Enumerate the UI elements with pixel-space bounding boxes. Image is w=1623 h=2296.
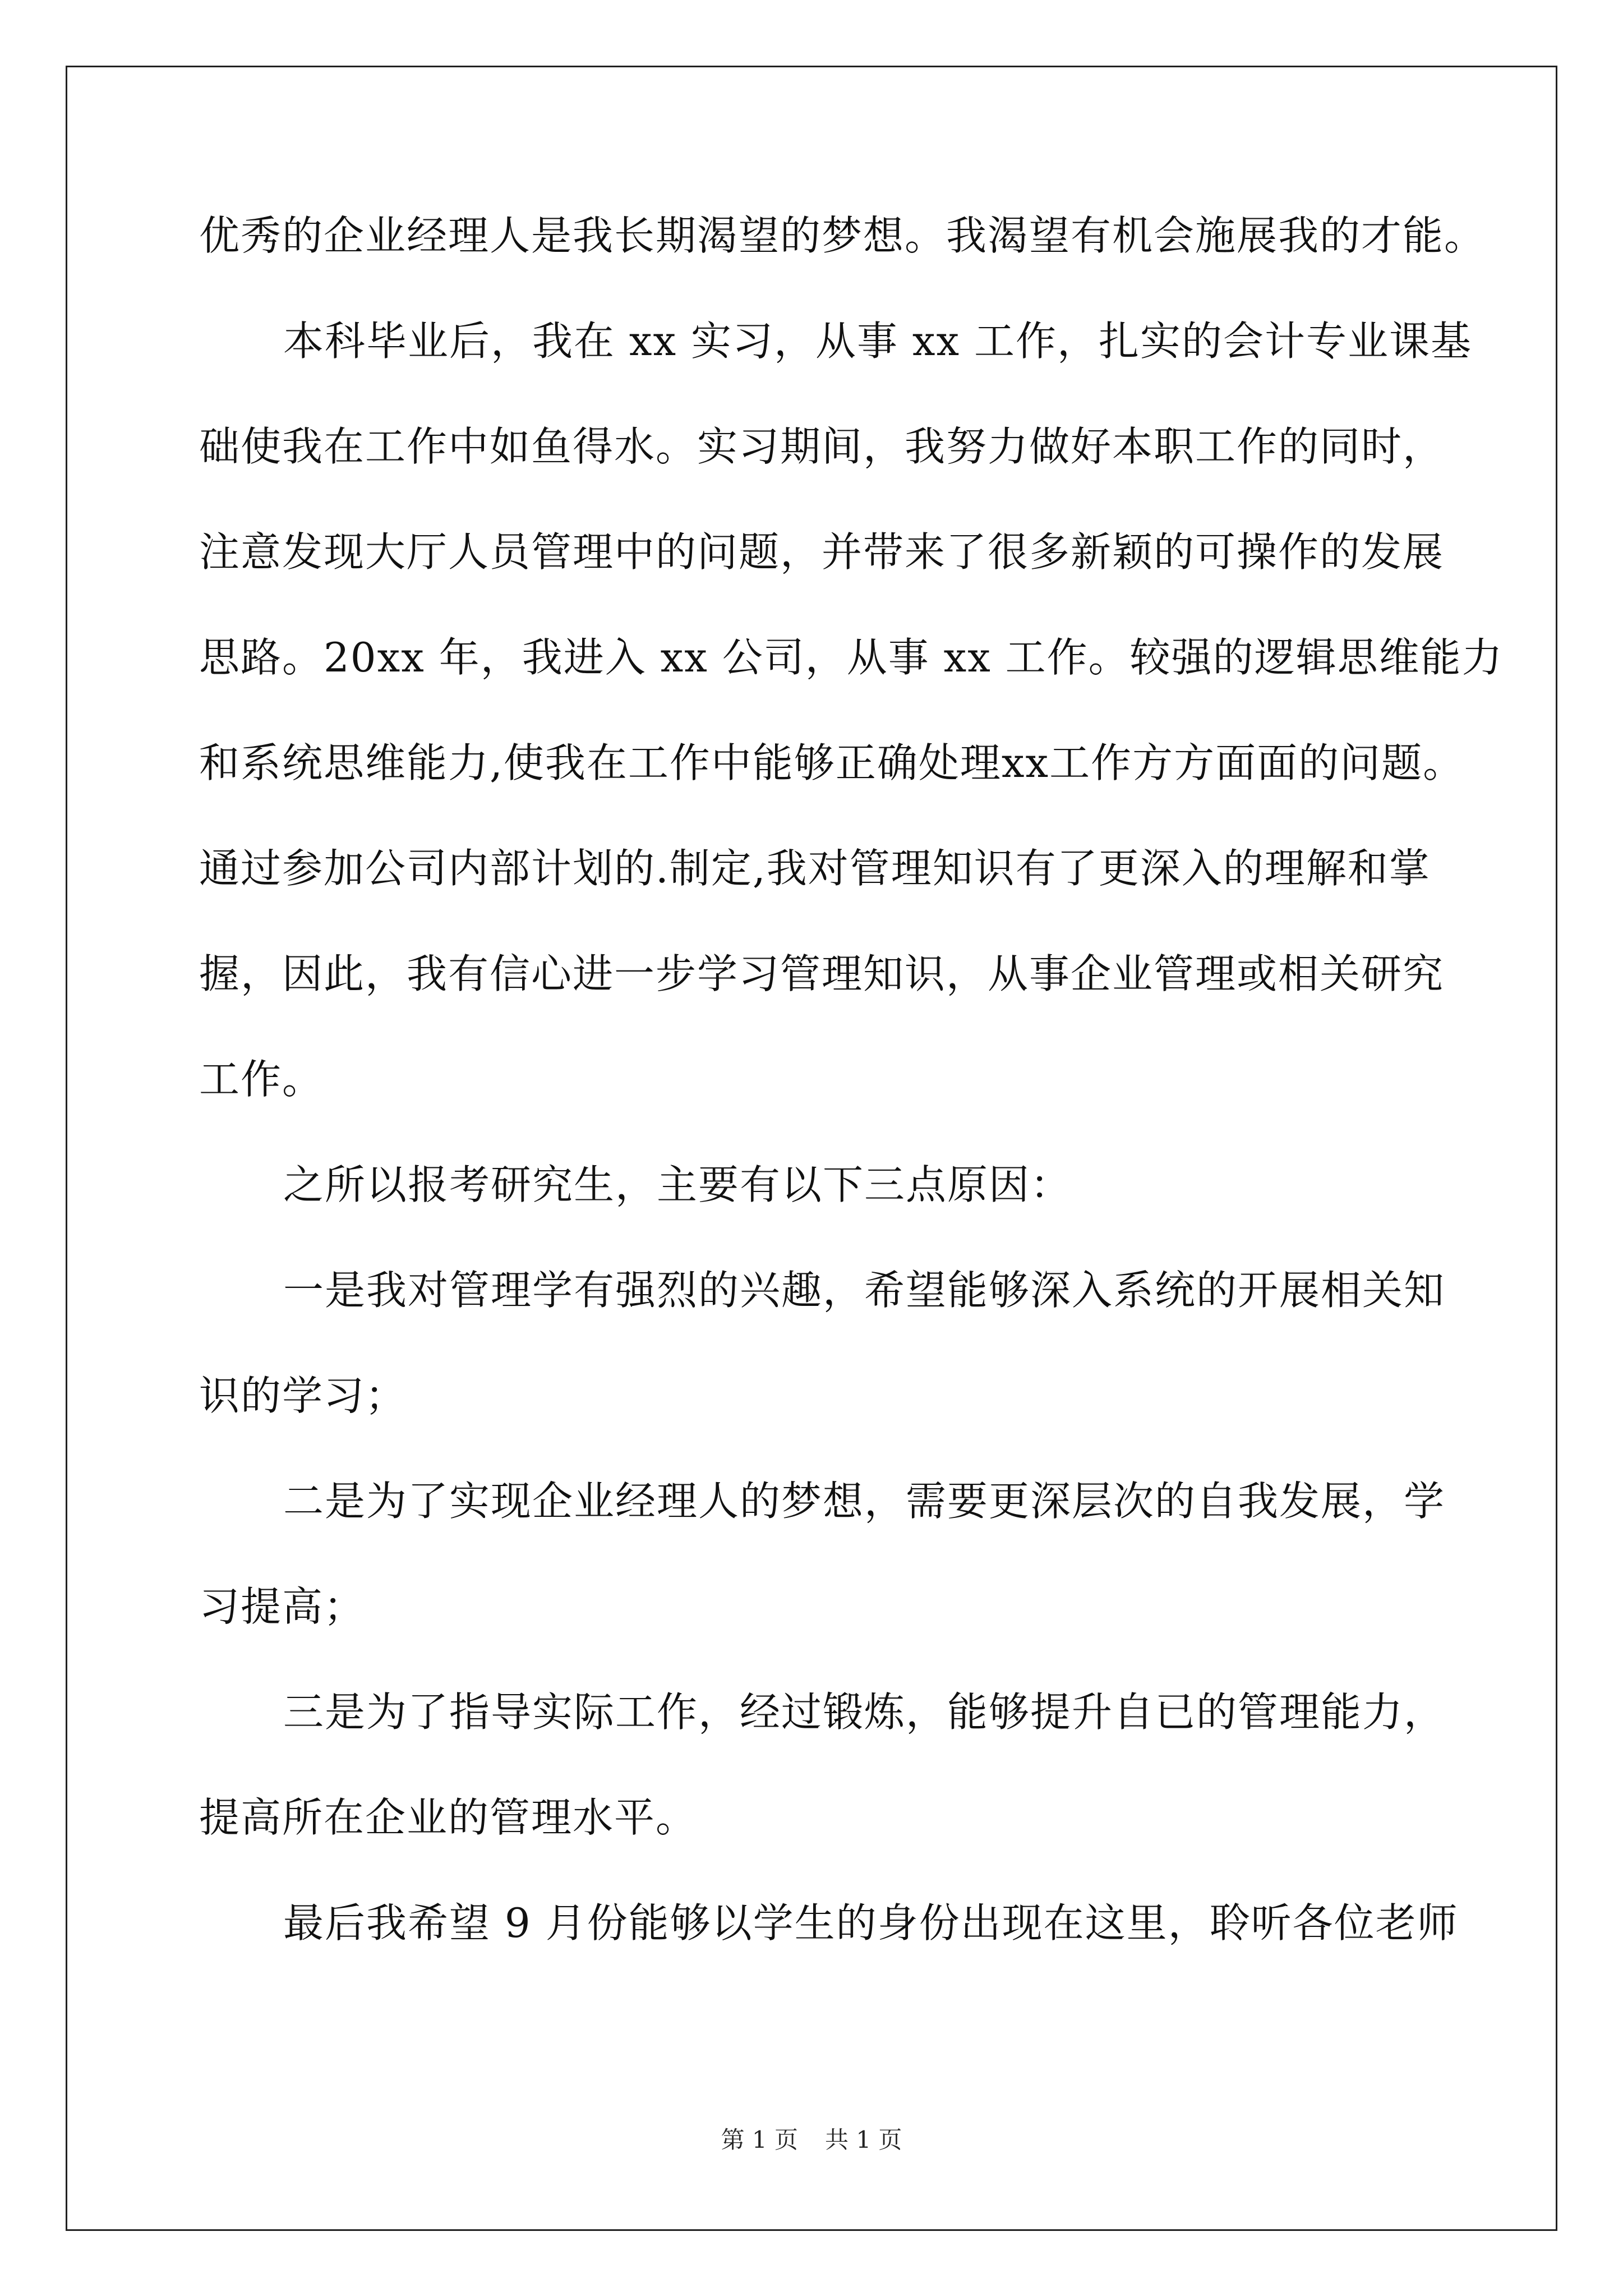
page-footer [0,2123,1623,2157]
page-number-total: 共 1 页 [825,2126,902,2154]
text-line: 提高所在企业的管理水平。 [199,1794,698,1841]
text-line: 本科毕业后，我在 xx 实习，从事 xx 工作，扎实的会计专业课基 [283,318,1472,365]
text-line: 础使我在工作中如鱼得水。实习期间，我努力做好本职工作的同时， [199,423,1445,470]
text-line: 工作。 [199,1056,324,1103]
page-number-current: 第 1 页 [721,2126,798,2154]
text-line: 习提高； [199,1583,366,1630]
text-line: 二是为了实现企业经理人的梦想，需要更深层次的自我发展，学 [283,1478,1446,1525]
text-line: 握，因此，我有信心进一步学习管理知识，从事企业管理或相关研究 [199,950,1445,997]
text-line: 和系统思维能力,使我在工作中能够正确处理xx工作方方面面的问题。 [199,739,1465,786]
text-line: 优秀的企业经理人是我长期渴望的梦想。我渴望有机会施展我的才能。 [199,212,1486,259]
text-line: 之所以报考研究生，主要有以下三点原因： [283,1161,1072,1208]
text-line: 思路。20xx 年，我进入 xx 公司，从事 xx 工作。较强的逻辑思维能力 [199,634,1504,681]
text-line: 识的学习； [199,1372,407,1419]
text-line: 通过参加公司内部计划的.制定,我对管理知识有了更深入的理解和掌 [199,845,1431,892]
text-line: 三是为了指导实际工作，经过锻炼，能够提升自已的管理能力， [283,1688,1446,1736]
text-line: 注意发现大厅人员管理中的问题，并带来了很多新颖的可操作的发展 [199,528,1445,576]
text-line: 最后我希望 9 月份能够以学生的身份出现在这里，聆听各位老师 [283,1899,1459,1947]
text-line: 一是我对管理学有强烈的兴趣，希望能够深入系统的开展相关知 [283,1267,1446,1314]
